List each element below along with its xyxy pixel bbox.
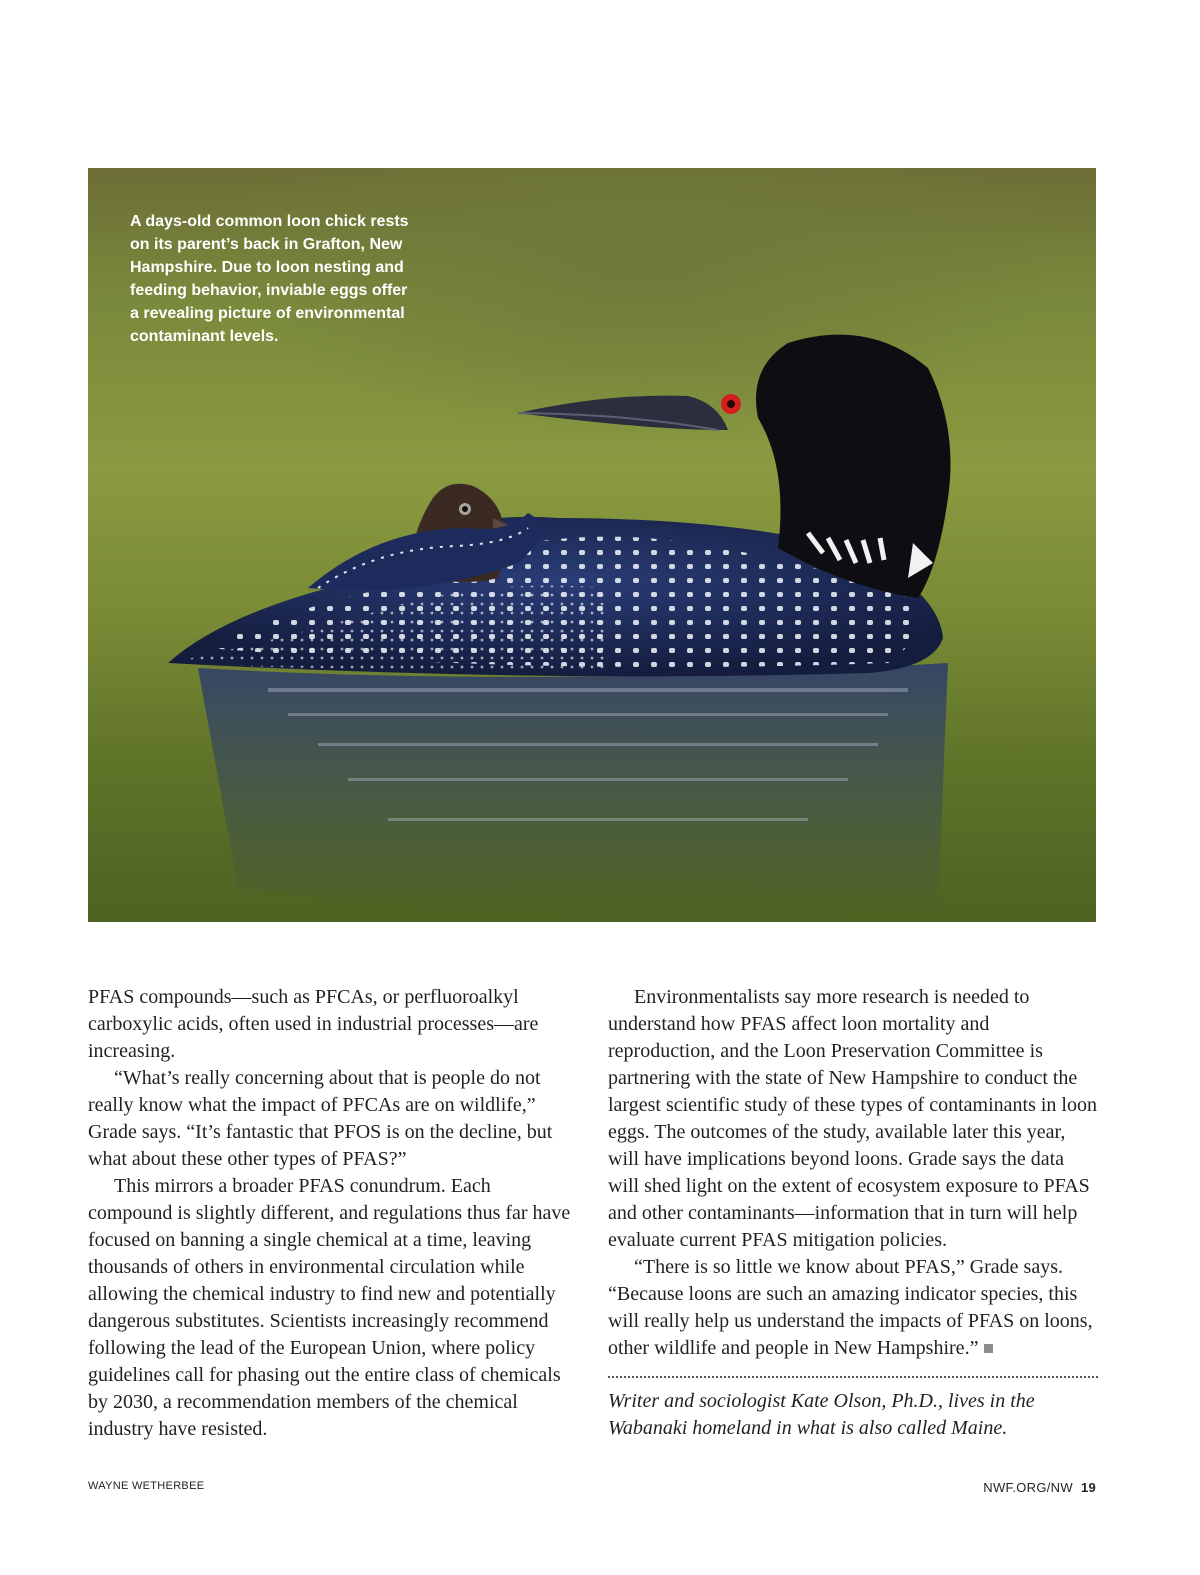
end-of-article-mark	[984, 1344, 993, 1353]
page-number: 19	[1080, 1480, 1096, 1495]
paragraph-final	[608, 1254, 1098, 1362]
water-reflection	[198, 663, 948, 915]
article-left-column	[88, 984, 578, 1443]
loon-photo	[88, 168, 1096, 922]
photo-credit: WAYNE WETHERBEE	[88, 1480, 205, 1492]
paragraph-text: “There is so little we know about PFAS,” Grade says. “Because loons are such an amazing indicator species, this will really help us understand the impacts of PFAS on loons, other wildlife and people in New Hampshire.”	[608, 1256, 1093, 1359]
dotted-divider	[608, 1376, 1098, 1378]
article-right-column	[608, 984, 1098, 1442]
photo-caption: A days-old common loon chick rests on its parent’s back in Grafton, New Hampshire. Due to loon nesting and feeding behavior, inviable eggs offer a revealing picture of environmental contaminant levels.	[130, 213, 409, 345]
author-bio: Writer and sociologist Kate Olson, Ph.D., lives in the Wabanaki homeland in what is also called Maine.	[608, 1390, 1035, 1439]
paragraph: “What’s really concerning about that is people do not really know what the impact of PFCAs are on wildlife,” Grade says. “It’s fantastic that PFOS is on the decline, but what about these other types of PFAS?”	[88, 1067, 553, 1170]
page-footer	[983, 1480, 1096, 1495]
site-url: NWF.ORG/NW	[983, 1480, 1073, 1495]
paragraph: Environmentalists say more research is needed to understand how PFAS affect loon mortality and reproduction, and the Loon Preservation Committee is partnering with the state of New Hampshire to conduct the largest scientific study of these types of contaminants in loon eggs. The outcomes of the study, available later this year, will have implications beyond loons. Grade says the data will shed light on the extent of ecosystem exposure to PFAS and other contaminants—information that in turn will help evaluate current PFAS mitigation policies.	[608, 986, 1097, 1251]
paragraph: This mirrors a broader PFAS conundrum. Each compound is slightly different, and regulations thus far have focused on banning a single chemical at a time, leaving thousands of others in environmental circulation while allowing the chemical industry to find new and potentially dangerous substitutes. Scientists increasingly recommend following the lead of the European Union, where policy guidelines call for phasing out the entire class of chemicals by 2030, a recommendation members of the chemical industry have resisted.	[88, 1175, 571, 1440]
paragraph: PFAS compounds—such as PFCAs, or perfluoroalkyl carboxylic acids, often used in industrial processes—are increasing.	[88, 986, 539, 1062]
